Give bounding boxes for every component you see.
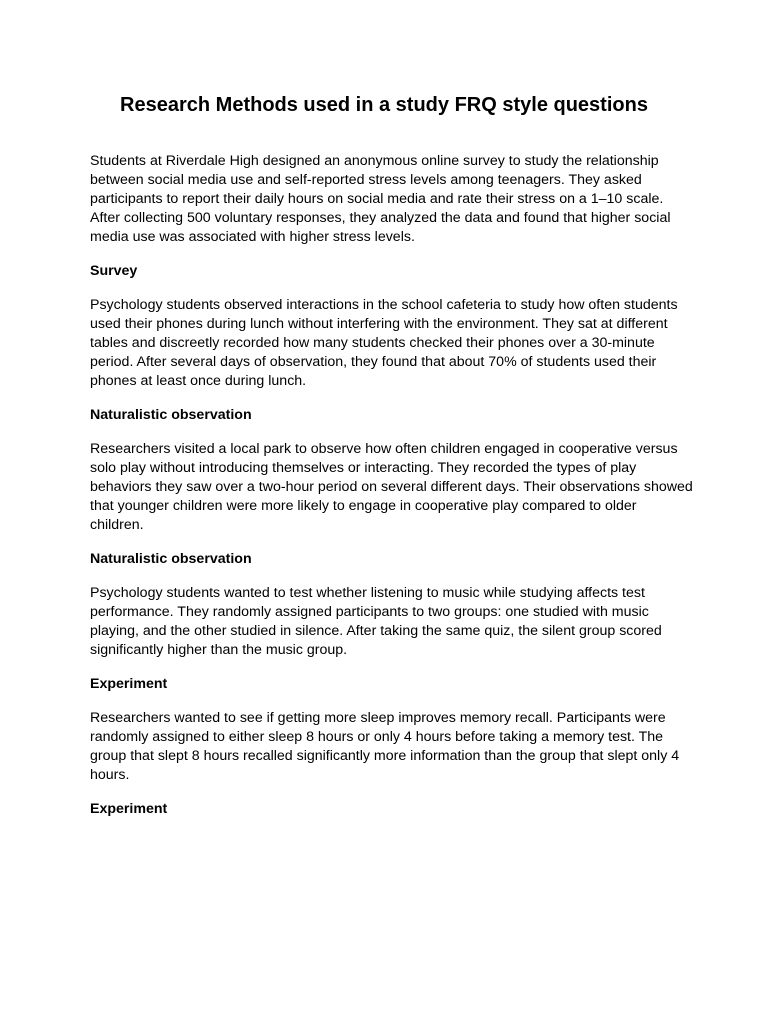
text-line: playing, and the other studied in silence. After taking the same quiz, the silent group scored xyxy=(90,623,662,639)
question-text xyxy=(90,584,690,660)
text-line: used their phones during lunch without interfering with the environment. They sat at different xyxy=(90,316,668,332)
text-line: that younger children were more likely to engage in cooperative play compared to older xyxy=(90,498,637,514)
answer-label: Experiment xyxy=(90,801,168,817)
text-line: After collecting 500 voluntary responses, they analyzed the data and found that higher social xyxy=(90,210,671,226)
answer-label: Naturalistic observation xyxy=(90,551,252,567)
text-line: period. After several days of observation, they found that about 70% of students used their xyxy=(90,354,657,370)
document-title: Research Methods used in a study FRQ style questions xyxy=(120,94,648,116)
text-line: randomly assigned to either sleep 8 hours or only 4 hours before taking a memory test. The xyxy=(90,729,664,745)
text-line: phones at least once during lunch. xyxy=(90,373,307,389)
answer-label: Naturalistic observation xyxy=(90,407,252,423)
document-body xyxy=(90,152,693,834)
question-1 xyxy=(90,152,690,281)
text-line: group that slept 8 hours recalled significantly more information than the group that slept only 4 xyxy=(90,748,680,764)
question-4 xyxy=(90,584,690,694)
question-2 xyxy=(90,296,690,425)
text-line: significantly higher than the music group. xyxy=(90,642,348,658)
text-line: Psychology students wanted to test whether listening to music while studying affects test xyxy=(90,585,645,601)
question-3 xyxy=(90,440,693,569)
text-line: Researchers wanted to see if getting more sleep improves memory recall. Participants were xyxy=(90,710,666,726)
text-line: Psychology students observed interactions in the school cafeteria to study how often students xyxy=(90,297,678,313)
answer-label: Survey xyxy=(90,263,138,279)
question-5 xyxy=(90,709,690,819)
question-text xyxy=(90,152,690,247)
answer-label: Experiment xyxy=(90,676,168,692)
text-line: tables and discreetly recorded how many students checked their phones over a 30-minute xyxy=(90,335,655,351)
text-line: Students at Riverdale High designed an anonymous online survey to study the relationship xyxy=(90,153,659,169)
text-line: behaviors they saw over a two-hour period on several different days. Their observations showed xyxy=(90,479,693,495)
text-line: solo play without introducing themselves or interacting. They recorded the types of play xyxy=(90,460,637,476)
question-text xyxy=(90,440,693,535)
text-line: participants to report their daily hours on social media and rate their stress on a 1–10 scale. xyxy=(90,191,664,207)
text-line: media use was associated with higher stress levels. xyxy=(90,229,415,245)
question-text xyxy=(90,296,690,391)
question-text xyxy=(90,709,690,785)
text-line: between social media use and self-reported stress levels among teenagers. They asked xyxy=(90,172,642,188)
text-line: children. xyxy=(90,517,144,533)
text-line: hours. xyxy=(90,767,130,783)
text-line: performance. They randomly assigned participants to two groups: one studied with music xyxy=(90,604,649,620)
text-line: Researchers visited a local park to observe how often children engaged in cooperative versus xyxy=(90,441,678,457)
